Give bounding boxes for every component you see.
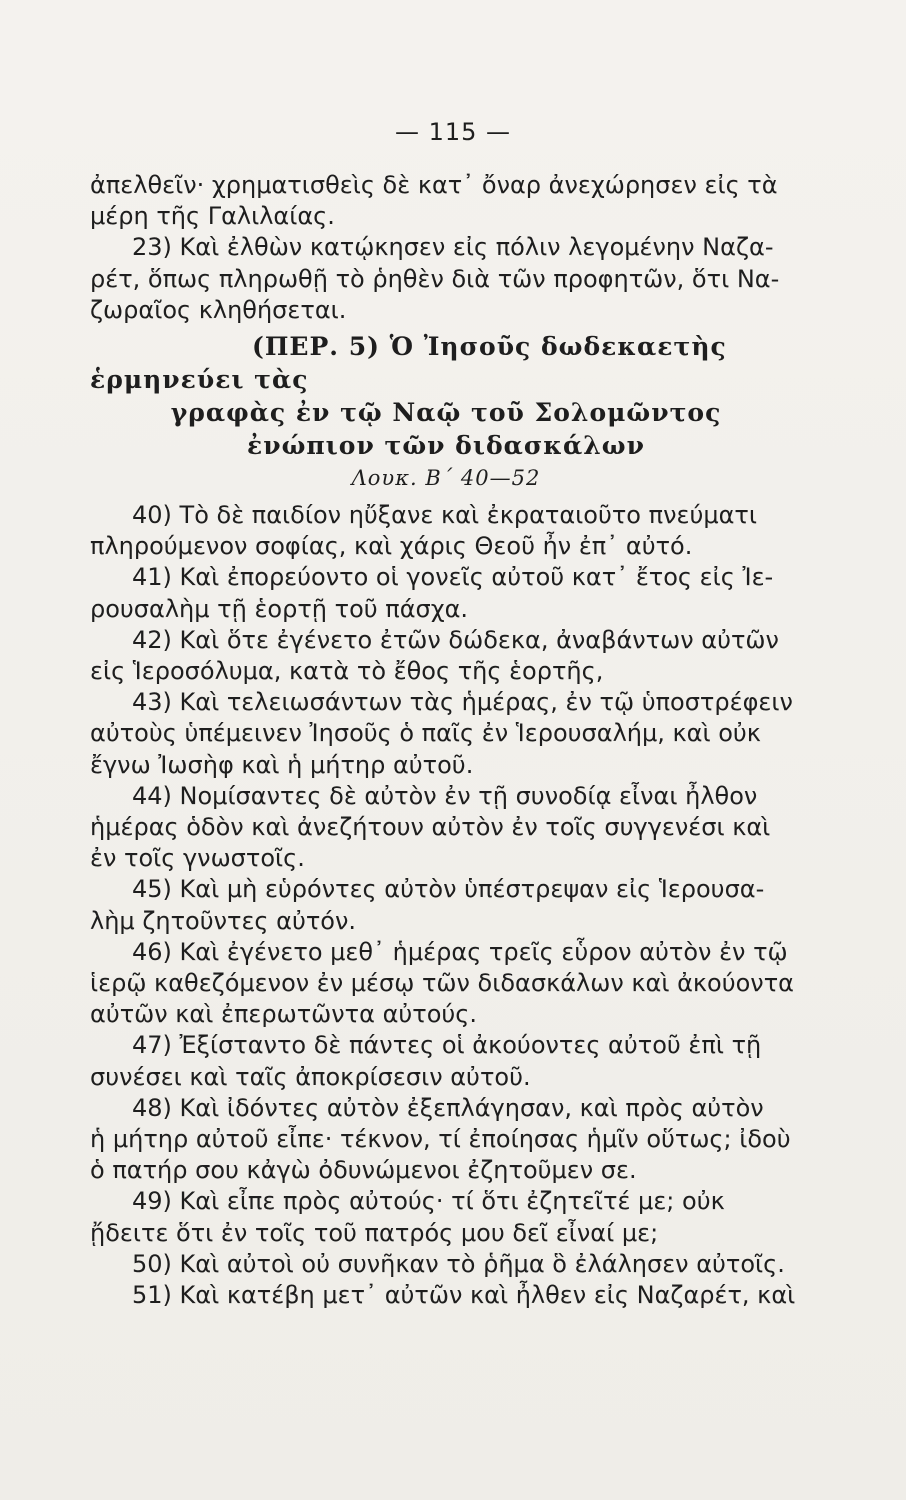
text-line: ἔγνω Ἰωσὴφ καὶ ἡ μήτηρ αὐτοῦ. [90, 750, 474, 779]
text-line: ἡμέρας ὁδὸν καὶ ἀνεζήτουν αὐτὸν ἐν τοῖς συγγενέσι καὶ [90, 813, 771, 842]
section-heading [90, 330, 802, 494]
text-line: μέρη τῆς Γαλιλαίας. [90, 202, 335, 231]
verse-45 [90, 874, 802, 936]
text-line: 23) Καὶ ἐλθὼν κατῴκησεν εἰς πόλιν λεγομένην Ναζα- [132, 233, 774, 262]
text-line: 44) Νομίσαντες δὲ αὐτὸν ἐν τῇ συνοδίᾳ εἶναι ἦλθον [132, 781, 758, 810]
verse-51 [90, 1280, 802, 1311]
text-line: 45) Καὶ μὴ εὑρόντες αὐτὸν ὑπέστρεψαν εἰς Ἱερουσα- [132, 875, 765, 904]
text-line: αὐτοὺς ὑπέμεινεν Ἰησοῦς ὁ παῖς ἐν Ἱερουσαλήμ, καὶ οὐκ [90, 719, 761, 748]
text-line: ἡ μήτηρ αὐτοῦ εἶπε· τέκνον, τί ἐποίησας ἡμῖν οὕτως; ἰδοὺ [90, 1125, 791, 1154]
text-line: αὐτῶν καὶ ἐπερωτῶντα αὐτούς. [90, 1000, 478, 1029]
verse-49 [90, 1186, 802, 1248]
page-number: — 115 — [394, 118, 512, 146]
heading-line: γραφὰς ἐν τῷ Ναῷ τοῦ Σολομῶντος [170, 398, 722, 428]
heading-line: ἐνώπιον τῶν διδασκάλων [247, 431, 645, 461]
text-line: ρουσαλὴμ τῇ ἑορτῇ τοῦ πάσχα. [90, 594, 469, 623]
text-line: ἀπελθεῖν· χρηματισθεὶς δὲ κατ᾽ ὄναρ ἀνεχώρησεν εἰς τὰ [90, 171, 778, 199]
paragraph [90, 170, 802, 232]
verse-43 [90, 687, 802, 781]
text-line: ἐν τοῖς γνωστοῖς. [90, 844, 305, 873]
verse-40 [90, 500, 802, 562]
page-body [90, 170, 802, 1311]
text-line: ζωραῖος κληθήσεται. [90, 295, 347, 324]
heading-line: (ΠΕΡ. 5) Ὁ Ἰησοῦς δωδεκαετὴς ἑρμηνεύει τὰς [90, 332, 727, 395]
text-line: ὁ πατήρ σου κἀγὼ ὀδυνώμενοι ἐζητοῦμεν σε. [90, 1156, 637, 1185]
text-line: ἱερῷ καθεζόμενον ἐν μέσῳ τῶν διδασκάλων καὶ ἀκούοντα [90, 969, 794, 998]
text-line: 51) Καὶ κατέβη μετ᾽ αὐτῶν καὶ ἦλθεν εἰς Ναζαρέτ, καὶ [132, 1281, 796, 1310]
verse-41 [90, 562, 802, 624]
verse-50 [90, 1249, 802, 1280]
text-line: εἰς Ἱεροσόλυμα, κατὰ τὸ ἔθος τῆς ἑορτῆς, [90, 657, 604, 686]
verse-47 [90, 1030, 802, 1092]
text-line: ᾔδειτε ὅτι ἐν τοῖς τοῦ πατρός μου δεῖ εἶναί με; [90, 1218, 659, 1247]
verse-23 [90, 232, 802, 326]
text-line: ρέτ, ὅπως πληρωθῇ τὸ ῥηθὲν διὰ τῶν προφητῶν, ὅτι Να- [90, 264, 780, 293]
verse-44 [90, 781, 802, 875]
text-line: πληρούμενον σοφίας, καὶ χάρις Θεοῦ ἦν ἐπ᾽ αὐτό. [90, 532, 693, 561]
text-line: 47) Ἐξίσταντο δὲ πάντες οἱ ἀκούοντες αὐτοῦ ἐπὶ τῇ [132, 1031, 762, 1060]
text-line: 40) Τὸ δὲ παιδίον ηὔξανε καὶ ἐκραταιοῦτο πνεύματι [132, 501, 757, 530]
text-line: λὴμ ζητοῦντες αὐτόν. [90, 906, 357, 935]
text-line: 42) Καὶ ὅτε ἐγένετο ἐτῶν δώδεκα, ἀναβάντων αὐτῶν [132, 625, 779, 654]
verse-48 [90, 1093, 802, 1187]
text-line: 46) Καὶ ἐγένετο μεθ᾽ ἡμέρας τρεῖς εὗρον αὐτὸν ἐν τῷ [132, 937, 788, 966]
scripture-reference: Λουκ. Β΄ 40—52 [351, 466, 541, 491]
verse-46 [90, 937, 802, 1031]
verse-42 [90, 625, 802, 687]
text-line: 49) Καὶ εἶπε πρὸς αὐτούς· τί ὅτι ἐζητεῖτέ με; οὐκ [132, 1187, 725, 1216]
text-line: 41) Καὶ ἐπορεύοντο οἱ γονεῖς αὐτοῦ κατ᾽ ἔτος εἰς Ἰε- [132, 563, 774, 592]
text-line: 50) Καὶ αὐτοὶ οὐ συνῆκαν τὸ ῥῆμα ὃ ἐλάλησεν αὐτοῖς. [132, 1249, 785, 1278]
text-line: συνέσει καὶ ταῖς ἀποκρίσεσιν αὐτοῦ. [90, 1062, 531, 1091]
text-line: 48) Καὶ ἰδόντες αὐτὸν ἐξεπλάγησαν, καὶ πρὸς αὐτὸν [132, 1093, 764, 1122]
text-line: 43) Καὶ τελειωσάντων τὰς ἡμέρας, ἐν τῷ ὑποστρέφειν [132, 688, 793, 717]
